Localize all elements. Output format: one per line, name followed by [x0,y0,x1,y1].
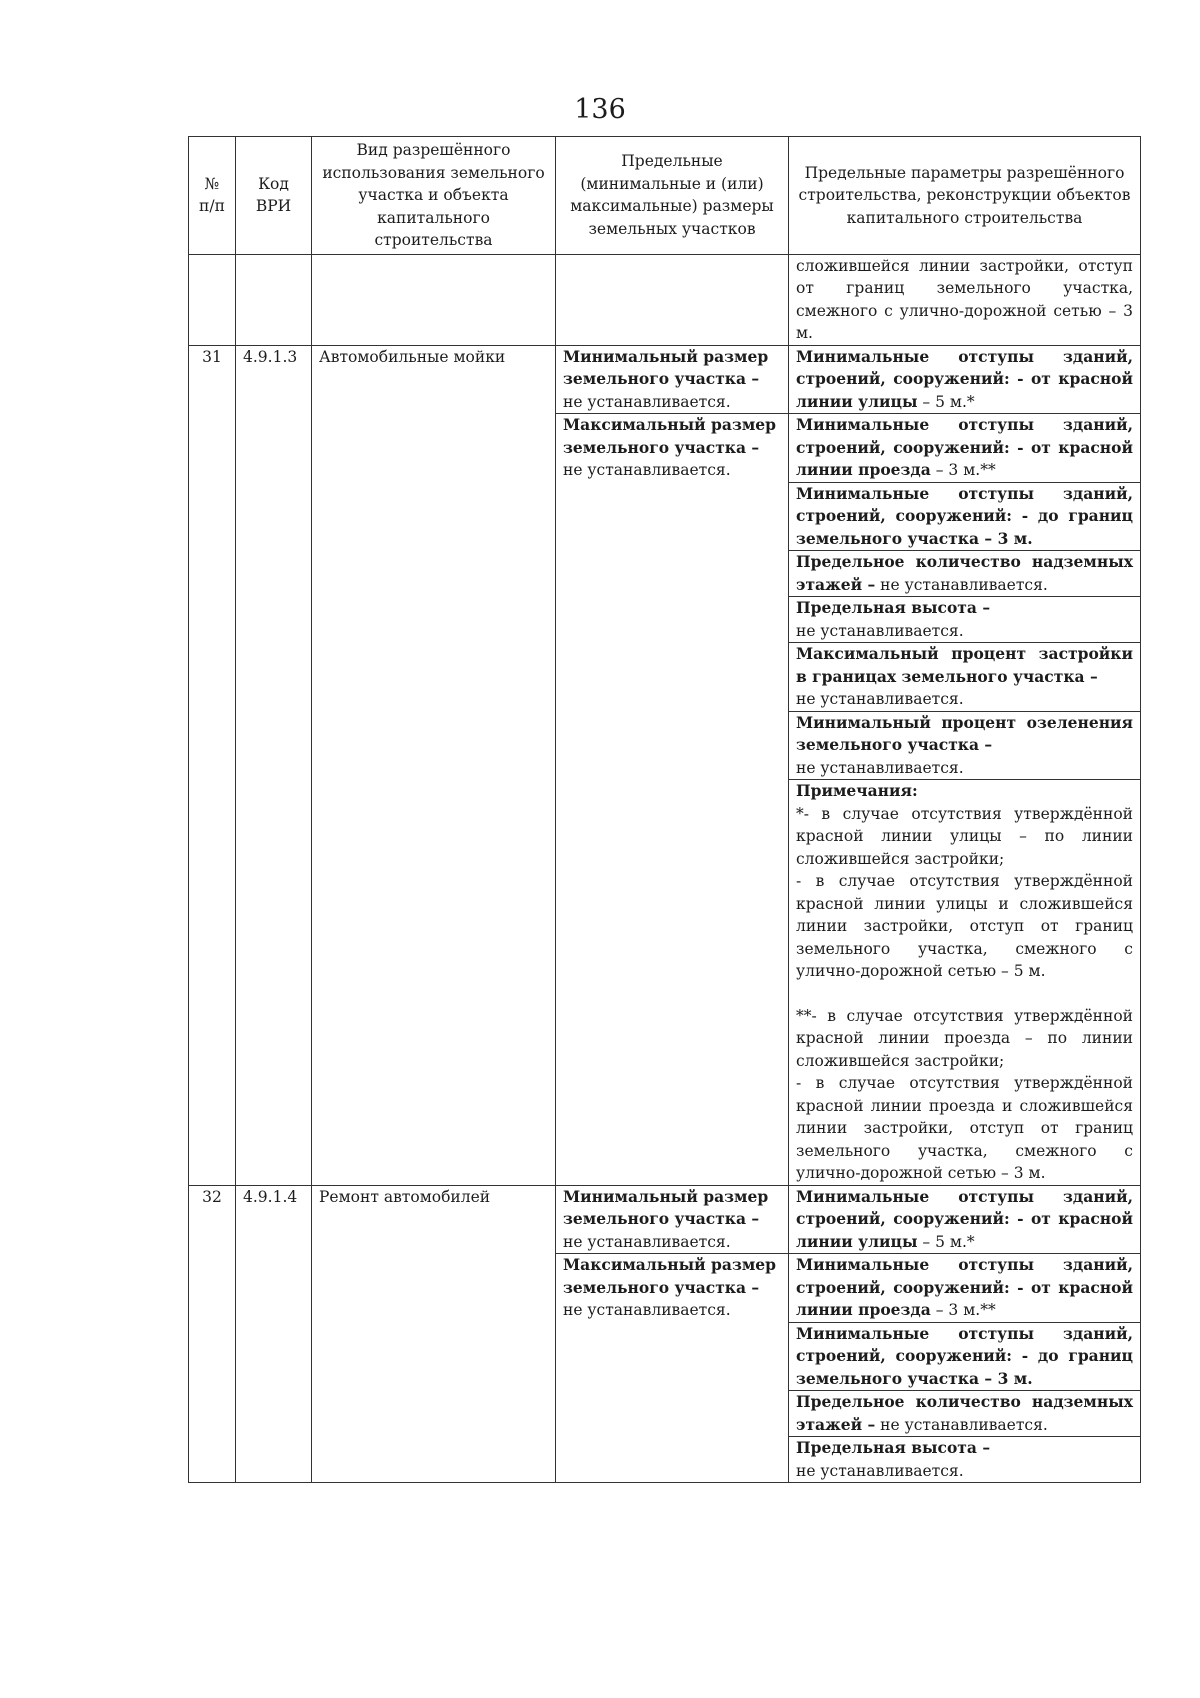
note-paragraph: - в случае отсутствия утверждённой красной линии проезда и сложившейся линии застройки, отступ от границ земельного участка, смежного с улично-дорожной сетью – 3 м. [796,1074,1133,1182]
notes-block [789,779,1140,1185]
note-paragraph: *- в случае отсутствия утверждённой красной линии улицы – по линии сложившейся застройки; [796,804,1133,868]
param-block: Максимальный процент застройки в границах земельного участка – не устанавливается. [789,642,1140,711]
row-sizes [556,1185,789,1483]
header-sizes: Предельные (минимальные и (или) максимальные) размеры земельных участков [556,137,789,255]
size-block-min: Минимальный размер земельного участка – не устанавливается. [563,1186,769,1251]
table-row-continuation [189,254,1141,345]
page-number: 136 [574,94,626,125]
param-block: Предельная высота – не устанавливается. [789,596,1140,642]
param-block: Предельное количество надземных этажей – не устанавливается. [789,550,1140,596]
row-num: 32 [189,1185,236,1483]
row-use: Ремонт автомобилей [312,1185,556,1483]
header-use: Вид разрешённого использования земельного участка и объекта капитального строительства [312,137,556,255]
param-block: Минимальные отступы зданий, строений, сооружений: - от красной линии проезда – 3 м.** [789,413,1140,482]
param-block: Минимальные отступы зданий, строений, сооружений: - до границ земельного участка – 3 м. [789,482,1140,551]
note-paragraph: **- в случае отсутствия утверждённой красной линии проезда – по линии сложившейся застройки; [796,1006,1133,1070]
table-row-32 [189,1185,1141,1483]
header-num: № п/п [189,137,236,255]
header-params: Предельные параметры разрешённого строительства, реконструкции объектов капитального строительства [789,137,1141,255]
continuation-text: сложившейся линии застройки, отступ от границ земельного участка, смежного с улично-дорожной сетью – 3 м. [789,254,1141,345]
param-block: Минимальные отступы зданий, строений, сооружений: - от красной линии улицы – 5 м.* [796,1186,1133,1251]
regulations-table [188,136,1141,1483]
row-use: Автомобильные мойки [312,345,556,1185]
row-params [789,1185,1141,1483]
param-block: Минимальные отступы зданий, строений, сооружений: - от красной линии проезда – 3 м.** [789,1253,1140,1322]
param-block: Минимальные отступы зданий, строений, сооружений: - от красной линии улицы – 5 м.* [796,346,1133,411]
param-block: Предельная высота – не устанавливается. [789,1436,1140,1482]
size-block-max: Максимальный размер земельного участка – не устанавливается. [556,413,788,482]
row-params [789,345,1141,1185]
row-code: 4.9.1.4 [236,1185,312,1483]
size-block-min: Минимальный размер земельного участка – не устанавливается. [563,346,769,411]
size-block-max: Максимальный размер земельного участка – не устанавливается. [556,1253,788,1322]
param-block: Минимальные отступы зданий, строений, сооружений: - до границ земельного участка – 3 м. [789,1322,1140,1391]
row-sizes [556,345,789,1185]
param-block: Предельное количество надземных этажей – не устанавливается. [789,1390,1140,1436]
note-paragraph: - в случае отсутствия утверждённой красной линии улицы и сложившейся линии застройки, отступ от границ земельного участка, смежного с улично-дорожной сетью – 5 м. [796,872,1133,980]
param-block: Минимальный процент озеленения земельного участка – не устанавливается. [789,711,1140,780]
table-header-row [189,137,1141,255]
header-code: Код ВРИ [236,137,312,255]
table-row-31 [189,345,1141,1185]
row-code: 4.9.1.3 [236,345,312,1185]
notes-title: Примечания: [796,781,918,800]
row-num: 31 [189,345,236,1185]
